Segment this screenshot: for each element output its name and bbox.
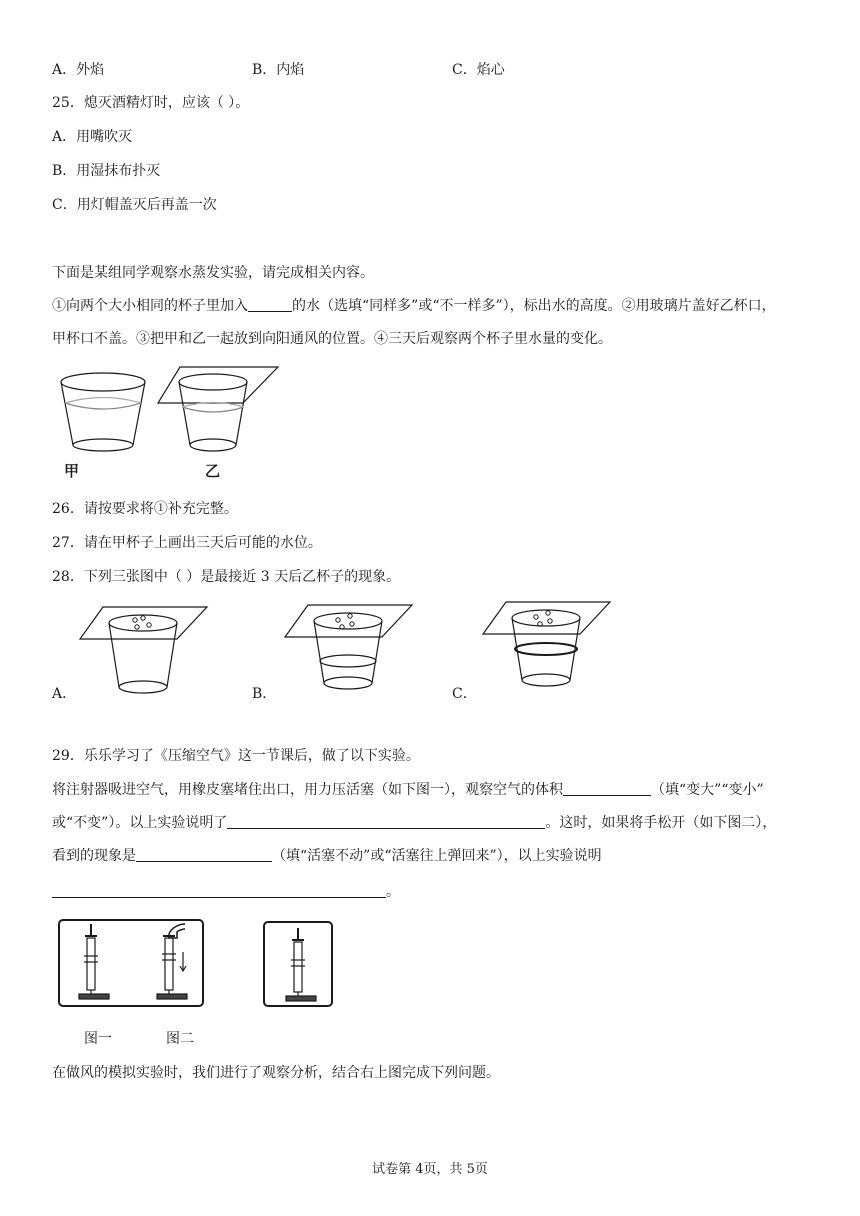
q29-line-1-pre: 将注射器吸进空气，用橡皮塞堵住出口，用力压活塞（如下图一），观察空气的体积 (52, 782, 563, 798)
q29-line-3-pre: 看到的现象是 (52, 848, 136, 864)
q24-option-c: C．焰心 (452, 62, 505, 78)
cup-yi-label: 乙 (205, 462, 221, 480)
evap-line-2: 甲杯口不盖。③把甲和乙一起放到向阳通风的位置。④三天后观察两个杯子里水量的变化。 (52, 331, 612, 347)
evap-line-1 (52, 296, 776, 316)
q29-blank-volume[interactable] (563, 781, 651, 796)
q28-figure-c (478, 600, 618, 692)
evap-intro: 下面是某组同学观察水蒸发实验，请完成相关内容。 (52, 265, 374, 281)
evaporation-cups-figure (55, 365, 295, 485)
q28-option-a: A． (52, 686, 77, 702)
q29-line-4-post: 。 (386, 884, 400, 900)
q29-blank-phenomenon[interactable] (136, 847, 272, 862)
q29-blank-conclusion-1[interactable] (227, 814, 545, 829)
q29-line-1-post: （填“变大”“变小” (651, 782, 764, 798)
cup-jia-label: 甲 (64, 462, 80, 480)
q28-figure-a (75, 605, 215, 697)
evap-line-1-pre: ①向两个大小相同的杯子里加入 (52, 298, 248, 314)
cup-jia (61, 373, 145, 451)
q26: 26．请按要求将①补充完整。 (52, 501, 238, 517)
q25-option-b: B．用湿抹布扑灭 (52, 163, 161, 179)
q29-line-4 (52, 882, 400, 902)
q29-line-2-post: 。这时，如果将手松开（如下图二）， (545, 815, 777, 831)
wind-intro: 在做风的模拟实验时，我们进行了观察分析，结合右上图完成下列问题。 (52, 1065, 500, 1081)
q25-option-c: C．用灯帽盖灭后再盖一次 (52, 197, 217, 213)
q29-blank-conclusion-2[interactable] (52, 883, 386, 898)
evap-blank[interactable] (248, 297, 292, 312)
q28-option-b: B． (252, 686, 277, 702)
q29-stem: 29．乐乐学习了《压缩空气》这一节课后，做了以下实验。 (52, 748, 420, 764)
q29-line-2-pre: 或“不变”）。以上实验说明了 (52, 815, 228, 831)
cup-yi (158, 367, 278, 451)
q29-line-3 (52, 846, 602, 866)
q24-option-b: B．内焰 (252, 62, 305, 78)
q29-line-3-post: （填“活塞不动”或“活塞往上弹回来”），以上实验说明 (272, 848, 602, 864)
q29-line-2 (52, 813, 776, 833)
q25-option-a: A．用嘴吹灭 (52, 129, 133, 145)
q25-stem: 25．熄灭酒精灯时，应该（ ）。 (52, 95, 250, 111)
syringe-figure-three (262, 920, 334, 1008)
q27: 27．请在甲杯子上画出三天后可能的水位。 (52, 535, 322, 551)
evap-line-1-post: 的水（选填“同样多”或“不一样多”），标出水的高度。②用玻璃片盖好乙杯口， (292, 298, 776, 314)
fig1-caption: 图一 (84, 1031, 112, 1047)
page-footer: 试卷第 4页，共 5页 (372, 1162, 488, 1177)
q28-figure-b (280, 603, 420, 695)
q24-option-a: A．外焰 (52, 62, 105, 78)
fig2-caption: 图二 (166, 1031, 194, 1047)
q28-option-c: C． (452, 686, 477, 702)
q29-line-1 (52, 780, 764, 800)
q28-stem: 28．下列三张图中（ ）是最接近 3 天后乙杯子的现象。 (52, 569, 401, 585)
syringe-figure-pair (57, 918, 207, 1010)
